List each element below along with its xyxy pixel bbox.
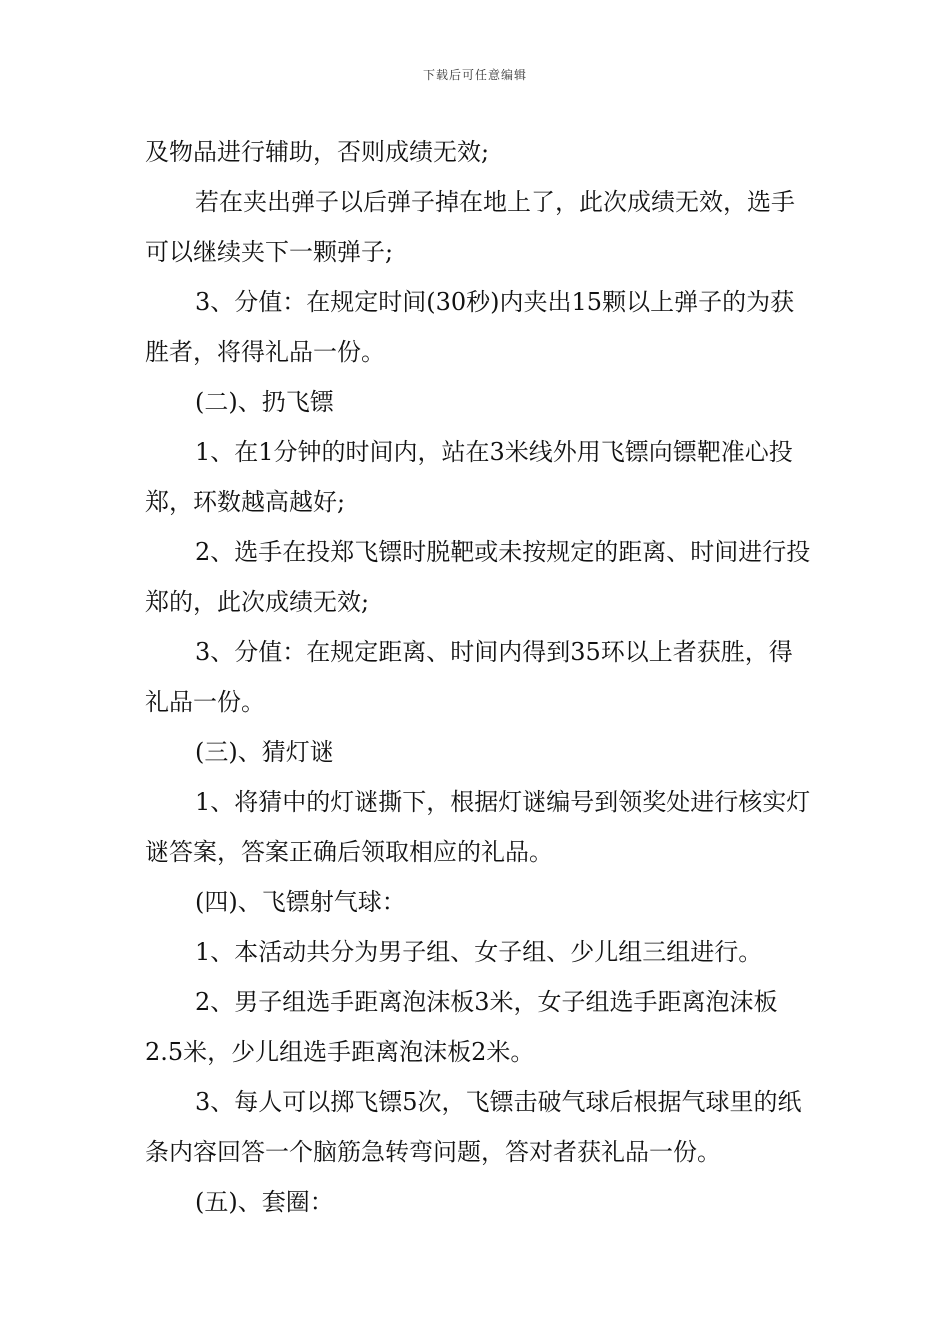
paragraph: 1、本活动共分为男子组、女子组、少儿组三组进行。 xyxy=(195,938,763,966)
paragraph: 及物品进行辅助，否则成绩无效; xyxy=(145,138,490,166)
paragraph: 2、男子组选手距离泡沫板3米，女子组选手距离泡沫板2.5米，少儿组选手距离泡沫板2米。 xyxy=(145,988,778,1066)
paragraph: 1、在1分钟的时间内，站在3米线外用飞镖向镖靶准心投郑，环数越高越好; xyxy=(145,438,793,516)
paragraph: 2、选手在投郑飞镖时脱靶或未按规定的距离、时间进行投郑的，此次成绩无效; xyxy=(145,538,811,616)
section-heading: (四)、飞镖射气球： xyxy=(195,888,406,916)
paragraph: 1、将猜中的灯谜撕下，根据灯谜编号到领奖处进行核实灯谜答案，答案正确后领取相应的礼品。 xyxy=(145,788,811,866)
paragraph: 3、分值：在规定时间(30秒)内夹出15颗以上弹子的为获胜者，将得礼品一份。 xyxy=(145,288,795,366)
section-heading: (二)、扔飞镖 xyxy=(195,388,334,416)
section-heading: (五)、套圈： xyxy=(195,1188,334,1216)
page-header: 下载后可任意编辑 xyxy=(422,68,527,82)
document-body xyxy=(145,127,813,1227)
paragraph: 3、每人可以掷飞镖5次，飞镖击破气球后根据气球里的纸条内容回答一个脑筋急转弯问题，答对者获礼品一份。 xyxy=(145,1088,802,1166)
section-heading: (三)、猜灯谜 xyxy=(195,738,334,766)
paragraph: 3、分值：在规定距离、时间内得到35环以上者获胜，得礼品一份。 xyxy=(145,638,793,716)
paragraph: 若在夹出弹子以后弹子掉在地上了，此次成绩无效，选手可以继续夹下一颗弹子; xyxy=(145,188,795,266)
